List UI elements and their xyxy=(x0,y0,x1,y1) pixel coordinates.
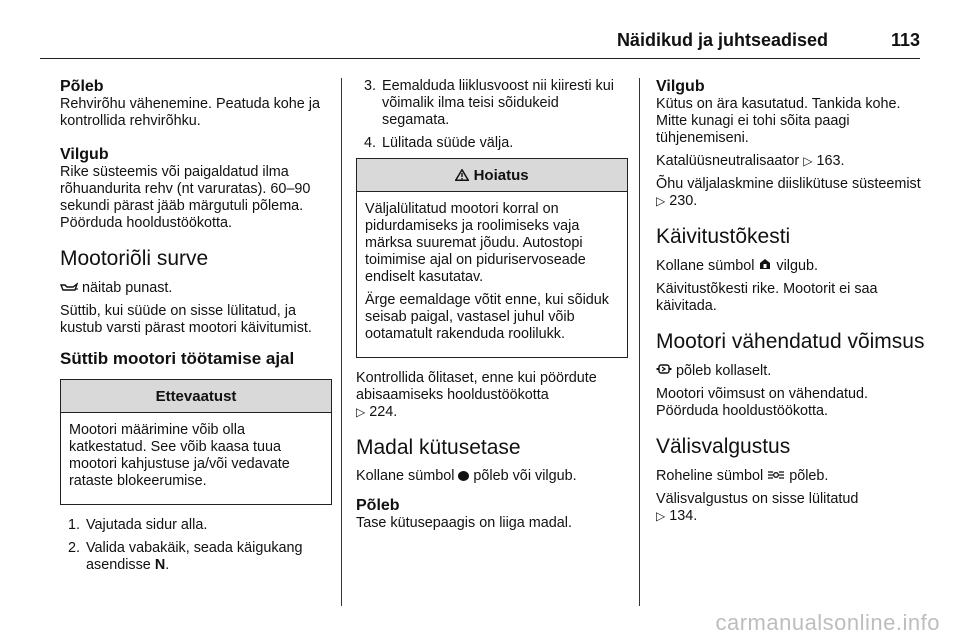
ref-arrow-icon: ▷ xyxy=(356,405,366,419)
oil-can-icon xyxy=(60,279,78,296)
warning-text: Väljalülitatud mootori korral on pidurdamiseks ja roolimiseks vaja märksa suuremat jõudu. Autostopi toimimise ajal on piduriservoseade endiselt kasutatav. xyxy=(365,201,586,285)
oil-text: näitab punast. xyxy=(82,280,173,296)
section-heading: Vilgub xyxy=(60,146,109,163)
column-1 xyxy=(60,78,332,580)
list-item: 4. Lülitada süüde välja. xyxy=(364,135,514,151)
paragraph: Käivitustõkesti rike. Mootorit ei saa käivitada. xyxy=(656,281,878,314)
caution-text: Mootori määrimine võib olla katkestatud. See võib kaasa tuua mootori kahjustuse ja/või vedavate rataste blokeerumise. xyxy=(69,422,290,489)
paragraph: Katalüüsneutralisaator ▷ 163. xyxy=(656,153,845,169)
paragraph: Mootori võimsust on vähendatud. Pöörduda hooldustöökotta. xyxy=(656,386,868,419)
section-title: Mootoriõli surve xyxy=(60,247,209,270)
caution-title: Ettevaatust xyxy=(61,380,331,413)
column-2 xyxy=(356,78,628,538)
paragraph: Rike süsteemis või paigaldatud ilma rõhuandurita rehv (nt varuratas). 60–90 sekundi pärast jääb märgutuli põlema. Pöörduda hooldustöökotta. xyxy=(60,164,311,231)
steps-list xyxy=(356,78,628,152)
list-item: 1. Vajutada sidur alla. xyxy=(68,517,208,533)
exterior-light-icon xyxy=(767,467,785,484)
ref-arrow-icon: ▷ xyxy=(656,509,666,523)
paragraph: Välisvalgustus on sisse lülitatud ▷ 134. xyxy=(656,491,859,524)
ref-arrow-icon: ▷ xyxy=(803,154,813,168)
immobilizer-icon xyxy=(758,257,772,274)
fuel-icon xyxy=(458,471,469,481)
section-heading: Vilgub xyxy=(656,78,705,95)
warning-text: Ärge eemaldage võtit enne, kui sõiduk seisab paigal, vastasel juhul võib ootamatult rakenduda roolilukk. xyxy=(365,292,609,342)
warning-box xyxy=(356,158,628,358)
paragraph: Tase kütusepaagis on liiga madal. xyxy=(356,515,572,531)
paragraph: Õhu väljalaskmine diislikütuse süsteemist ▷ 230. xyxy=(656,176,921,209)
list-item: 3. Eemalduda liiklusvoost nii kiiresti kui võimalik ilma teisi sõidukeid segamata. xyxy=(364,78,614,128)
page-number: 113 xyxy=(890,30,920,50)
paragraph: Roheline sümbol põleb. xyxy=(656,468,829,484)
ref-arrow-icon: ▷ xyxy=(656,194,666,208)
caution-box xyxy=(60,379,332,505)
section-title: Madal kütusetase xyxy=(356,436,521,459)
paragraph: põleb kollaselt. xyxy=(656,362,926,380)
engine-power-icon xyxy=(656,362,672,379)
page-header xyxy=(40,14,920,59)
section-heading: Põleb xyxy=(60,78,104,95)
header-title: Näidikud ja juhtseadised xyxy=(616,30,828,50)
column-divider xyxy=(341,78,342,606)
watermark: carmanualsonline.info xyxy=(715,610,940,635)
warning-title: Hoiatus xyxy=(357,159,627,192)
section-heading: Põleb xyxy=(356,497,400,514)
list-item: 2. Valida vabakäik, seada käigukang asendisse N. xyxy=(68,540,303,573)
paragraph: Kollane sümbol põleb või vilgub. xyxy=(356,468,577,484)
section-title: Mootori vähendatud võimsus xyxy=(656,330,925,353)
paragraph: Rehvirõhu vähenemine. Peatuda kohe ja kontrollida rehvirõhku. xyxy=(60,96,321,129)
section-title: Käivitustõkesti xyxy=(656,225,791,248)
subsection-title: Süttib mootori töötamise ajal xyxy=(60,349,295,368)
warning-triangle-icon xyxy=(455,167,473,184)
paragraph: Kontrollida õlitaset, enne kui pöördute abisaamiseks hooldustöökotta ▷ 224. xyxy=(356,370,597,420)
paragraph: Kollane sümbol vilgub. xyxy=(656,258,819,274)
paragraph: Kütus on ära kasutatud. Tankida kohe. Mitte kunagi ei tohi sõita paagi tühjenemiseni. xyxy=(656,96,901,146)
steps-list xyxy=(60,517,332,574)
column-divider xyxy=(639,78,640,606)
section-title: Välisvalgustus xyxy=(656,435,791,458)
column-3 xyxy=(656,78,926,531)
paragraph: Süttib, kui süüde on sisse lülitatud, ja kustub varsti pärast mootori käivitumist. xyxy=(60,303,312,336)
paragraph xyxy=(60,279,332,297)
